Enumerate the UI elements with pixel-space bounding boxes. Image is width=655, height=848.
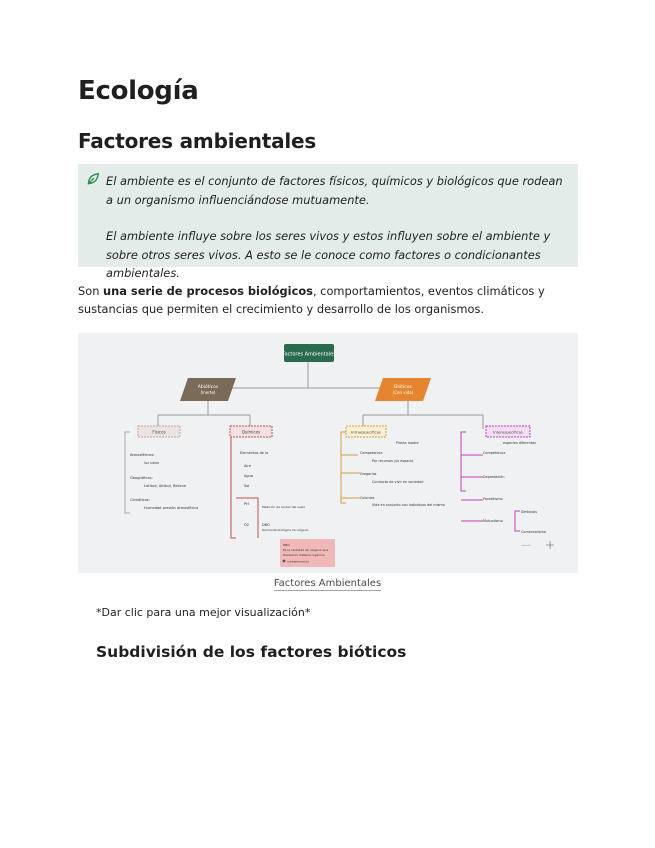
mindmap-diagram (78, 333, 578, 573)
gregarias-label: Gregarias (360, 472, 377, 476)
note-line-1: DBO (283, 543, 290, 547)
quimicos-items (240, 451, 309, 532)
body-paragraph (78, 282, 578, 318)
visualization-note: *Dar clic para una mejor visualización* (96, 606, 311, 619)
quimicos-label: Químicos (241, 429, 261, 435)
o2-label: O2 (244, 523, 249, 527)
parasitismo-label: Parasitismo (483, 497, 503, 501)
climaticos-label: Climáticos: (130, 498, 150, 502)
dbo-label: DBO (262, 523, 270, 527)
page-title: Ecología (78, 76, 199, 106)
colonias-label: Colonias (360, 496, 375, 500)
zoom-out-button[interactable]: — (521, 540, 531, 551)
mutualismo-label: Mutualismo (483, 519, 503, 523)
colonias-value: Vida en conjunto con individuos del mismo (372, 503, 445, 507)
section-title: Factores ambientales (78, 129, 317, 153)
simbiosis-label: Simbiosis (521, 510, 538, 514)
note-bullet-icon (283, 560, 286, 563)
sol-label: Sol (244, 484, 250, 488)
root-label: Factores Ambientales (282, 351, 336, 358)
intraespecificas-node (346, 426, 386, 437)
agua-label: Agua (244, 474, 253, 478)
bioticos-label: Bióticos (394, 385, 412, 390)
paragraph-bold-text: una serie de procesos biológicos (103, 284, 313, 298)
inter-connectors (461, 432, 520, 531)
zoom-in-button[interactable]: + (544, 538, 556, 552)
abioticos-node (180, 378, 236, 401)
callout-box (78, 164, 578, 280)
mindmap-root-node (282, 344, 336, 362)
elementos-label: Elementos de la (240, 451, 269, 455)
quimicos-node (230, 426, 272, 437)
comensalismo-label: Comensalismo (521, 530, 546, 534)
ph-label: PH (244, 502, 249, 506)
gregarias-value: Conducta de vivir en sociedad (372, 480, 424, 484)
dbo-description: Demanda biológica de oxígeno (262, 528, 309, 532)
bioticos-node (375, 378, 431, 401)
inter-top-label: especies diferentes (503, 441, 536, 445)
paragraph-text-end: , comportamientos, eventos climáticos y sustancias que permiten el crecimiento y desarrollo de los organismos. (78, 284, 545, 316)
aire-label: Aire (244, 464, 251, 468)
callout-paragraph-1: El ambiente es el conjunto de factores físicos, químicos y biológicos que rodean a un organismo influenciándose mutuamente. (106, 174, 563, 207)
interespecificas-node (486, 426, 530, 437)
abioticos-label: Abióticos (197, 385, 219, 390)
depredacion-label: Depredación (483, 475, 505, 479)
inter-competencia-label: Competencia (483, 451, 506, 455)
bioticos-sublabel: (Con vida) (392, 390, 414, 395)
climaticos-value: Humedad presión atmosférica (144, 506, 199, 510)
intra-top-label: Planta madre (396, 441, 419, 445)
leaf-icon (86, 172, 100, 186)
image-caption (0, 578, 655, 589)
fisicos-label: Físicos (152, 429, 166, 435)
intra-label: Intraespecíficas (351, 429, 381, 435)
dbo-note-box (280, 539, 335, 567)
note-line-2: Es la cantidad de oxígeno que (283, 548, 329, 552)
paragraph-text-start: Son (78, 284, 104, 298)
subsection-title: Subdivisión de los factores bióticos (96, 643, 407, 661)
geograficos-label: Geográficos: (130, 476, 153, 480)
intra-connectors (341, 432, 360, 503)
abioticos-sublabel: (Inerte) (200, 390, 216, 395)
geograficos-value: Latitud, Altitud, Relieve (144, 484, 187, 488)
note-line-4: contaminación (287, 559, 310, 564)
mindmap-image[interactable] (78, 333, 578, 573)
atmosfericos-value: luz calor (144, 461, 160, 465)
fisicos-items (130, 453, 198, 510)
intra-competencia-value: Por recursos y/o espacio (372, 459, 414, 463)
atmosfericos-label: Atmosféricos: (130, 453, 155, 457)
intra-items (360, 441, 445, 507)
intra-competencia-label: Competencia (360, 451, 383, 455)
callout-paragraph-2: El ambiente influye sobre los seres vivos y estos influyen sobre el ambiente y sobre otros seres vivos. A esto se le conoce como factores o condicionantes ambientales. (106, 229, 551, 280)
inter-label: Interespecíficas (493, 429, 523, 435)
fisicos-node (138, 426, 180, 437)
ph-description: Medición de acidez del suelo (262, 505, 306, 509)
inter-items (483, 441, 546, 534)
caption-link[interactable]: Factores Ambientales (273, 578, 382, 589)
note-line-3: Oxidación materia orgánica (283, 553, 325, 557)
